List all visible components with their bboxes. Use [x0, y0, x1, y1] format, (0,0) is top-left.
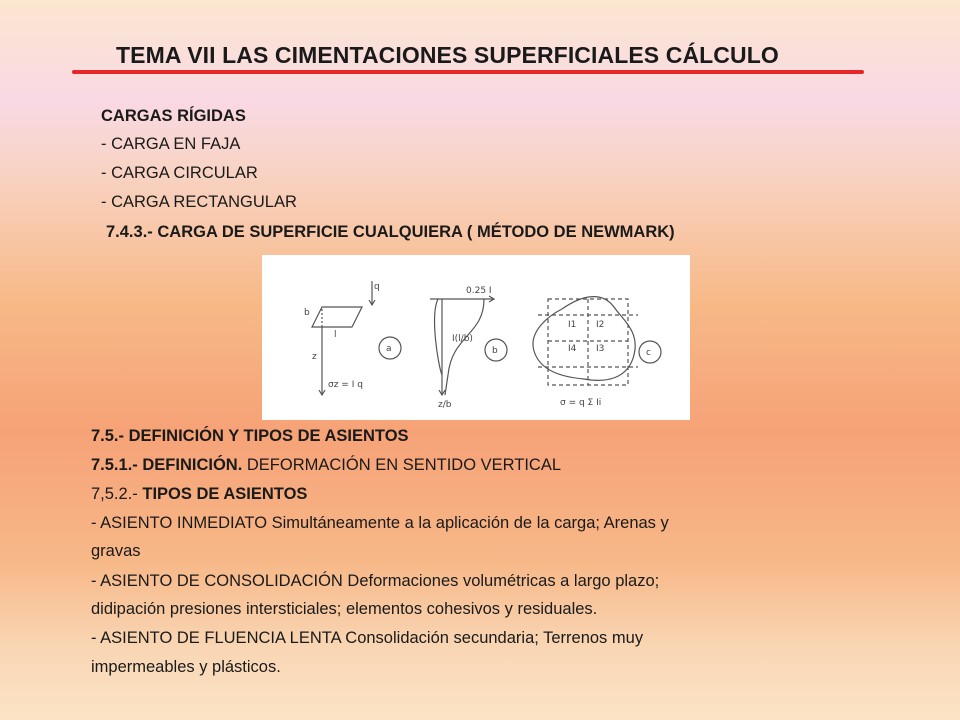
irregular-load-outline [533, 297, 635, 381]
creep-settlement-cont: impermeables y plásticos. [91, 658, 281, 676]
z-label: z [312, 352, 317, 362]
newmark-diagram [262, 255, 690, 420]
types-number: 7,5.2.- [91, 485, 143, 503]
definition-line [91, 455, 561, 475]
stress-label-a: σz = I q [328, 380, 363, 390]
tag-a: a [386, 344, 392, 354]
newmark-figure [262, 255, 690, 420]
b-label: b [304, 308, 310, 318]
i4-label: I4 [568, 344, 577, 354]
i3-label: I3 [596, 344, 605, 354]
q-label: q [374, 282, 380, 292]
definition-text: DEFORMACIÓN EN SENTIDO VERTICAL [242, 456, 562, 474]
factor-label: I(l/b) [452, 334, 473, 344]
consolidation-settlement-cont: didipación presiones intersticiales; elementos cohesivos y residuales. [91, 600, 598, 618]
load-type-rectangular: - CARGA RECTANGULAR [101, 193, 297, 211]
definition-label: 7.5.1.- DEFINICIÓN. [91, 456, 243, 474]
zb-label: z/b [438, 400, 452, 410]
loaded-area-shape [312, 307, 362, 327]
i1-label: I1 [568, 320, 577, 330]
settlement-heading: 7.5.- DEFINICIÓN Y TIPOS DE ASIENTOS [91, 427, 409, 445]
l-label: l [334, 330, 337, 340]
newmark-formula: σ = q Σ Ii [560, 398, 602, 408]
load-type-circular: - CARGA CIRCULAR [101, 164, 258, 182]
immediate-settlement: - ASIENTO INMEDIATO Simultáneamente a la aplicación de la carga; Arenas y [91, 514, 669, 532]
section-heading: CARGAS RÍGIDAS [101, 107, 246, 125]
load-type-strip: - CARGA EN FAJA [101, 135, 241, 153]
types-line [91, 484, 307, 504]
tag-b: b [492, 346, 498, 356]
consolidation-settlement: - ASIENTO DE CONSOLIDACIÓN Deformaciones volumétricas a largo plazo; [91, 572, 660, 590]
creep-settlement: - ASIENTO DE FLUENCIA LENTA Consolidación secundaria; Terrenos muy [91, 629, 644, 647]
top-value-label: 0.25 I [466, 286, 492, 296]
tag-c: c [646, 348, 651, 358]
title-underline [72, 70, 864, 74]
influence-curve [445, 299, 484, 395]
types-heading: TIPOS DE ASIENTOS [142, 485, 308, 503]
i2-label: I2 [596, 320, 605, 330]
slide-title: TEMA VII LAS CIMENTACIONES SUPERFICIALES CÁLCULO [116, 42, 779, 68]
newmark-subheading: 7.4.3.- CARGA DE SUPERFICIE CUALQUIERA ( MÉTODO DE NEWMARK) [106, 223, 675, 241]
immediate-settlement-cont: gravas [91, 542, 141, 560]
